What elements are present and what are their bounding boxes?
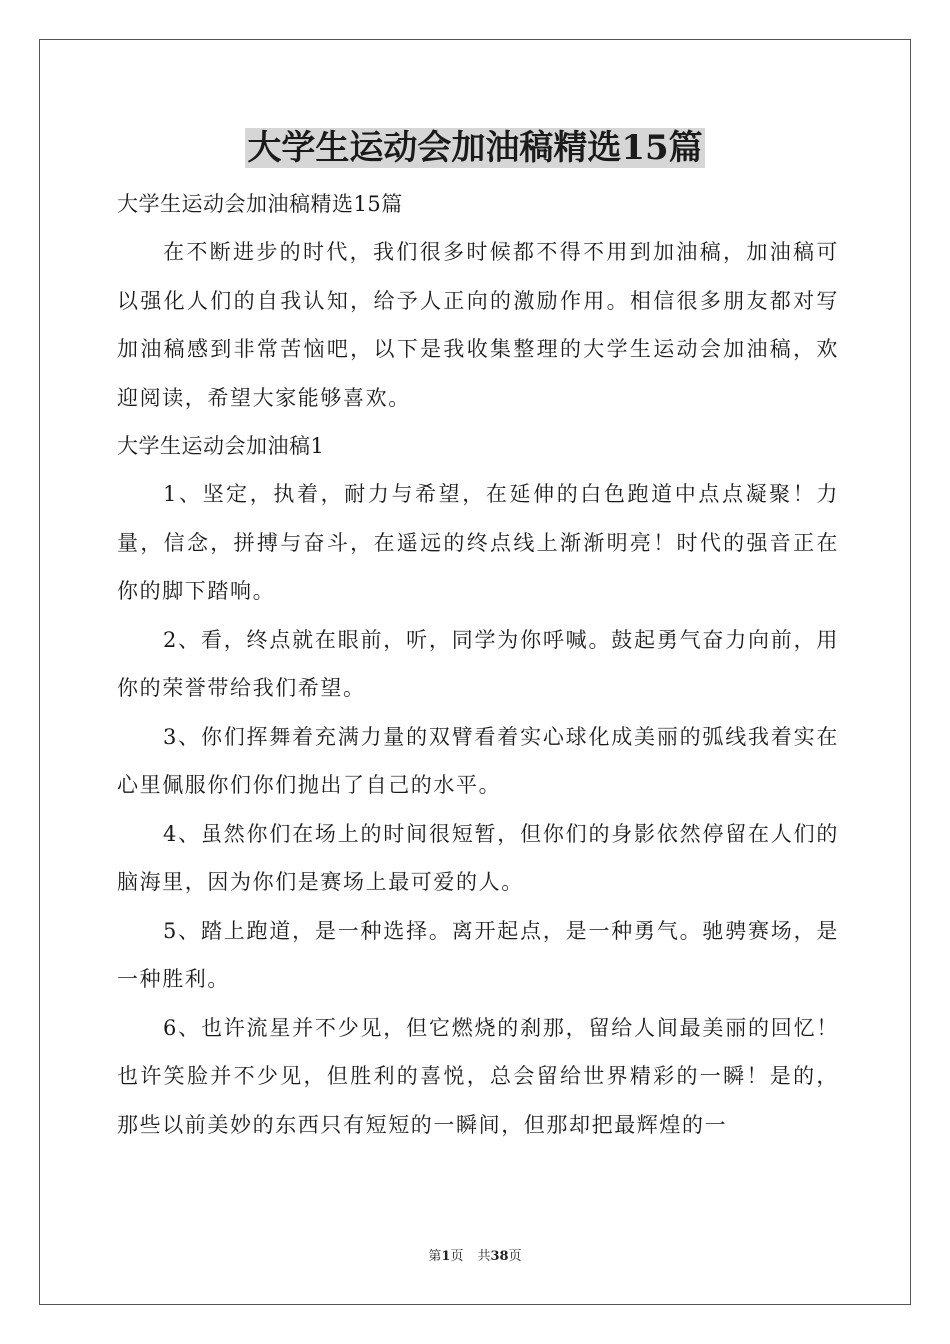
page-number: 1 — [441, 1249, 451, 1264]
list-item: 5、踏上跑道，是一种选择。离开起点，是一种勇气。驰骋赛场，是一种胜利。 — [117, 918, 839, 991]
page-number-suffix: 页 — [450, 1249, 464, 1264]
list-item: 4、虽然你们在场上的时间很短暂，但你们的身影依然停留在人们的脑海里，因为你们是赛场上最可爱的人。 — [117, 821, 839, 894]
document-title — [0, 124, 950, 172]
list-item: 2、看，终点就在眼前，听，同学为你呼喊。鼓起勇气奋力向前，用你的荣誉带给我们希望。 — [117, 627, 839, 700]
section-heading: 大学生运动会加油稿1 — [117, 434, 325, 458]
page-footer — [0, 1248, 950, 1266]
list-item: 3、你们挥舞着充满力量的双臂看着实心球化成美丽的弧线我着实在心里佩服你们你们抛出了自己的水平。 — [117, 724, 839, 797]
list-item: 1、坚定，执着，耐力与希望，在延伸的白色跑道中点点凝聚！力量，信念，拼搏与奋斗，在遥远的终点线上渐渐明亮！时代的强音正在你的脚下踏响。 — [117, 482, 839, 603]
document-body — [117, 180, 839, 1149]
document-subtitle: 大学生运动会加油稿精选15篇 — [117, 192, 403, 216]
intro-paragraph: 在不断进步的时代，我们很多时候都不得不用到加油稿，加油稿可以强化人们的自我认知，给予人正向的激励作用。相信很多朋友都对写加油稿感到非常苦恼吧，以下是我收集整理的大学生运动会加油稿，欢迎阅读，希望大家能够喜欢。 — [117, 240, 839, 410]
total-pages-prefix: 共 — [477, 1249, 491, 1264]
total-pages-suffix: 页 — [508, 1249, 522, 1264]
list-item: 6、也许流星并不少见，但它燃烧的刹那，留给人间最美丽的回忆！也许笑脸并不少见，但胜利的喜悦，总会留给世界精彩的一瞬！是的，那些以前美妙的东西只有短短的一瞬间，但那却把最辉煌的一 — [117, 1015, 839, 1137]
document-title-text: 大学生运动会加油稿精选15篇 — [247, 128, 703, 168]
page-number-prefix: 第 — [428, 1249, 442, 1264]
total-pages: 38 — [490, 1249, 509, 1264]
